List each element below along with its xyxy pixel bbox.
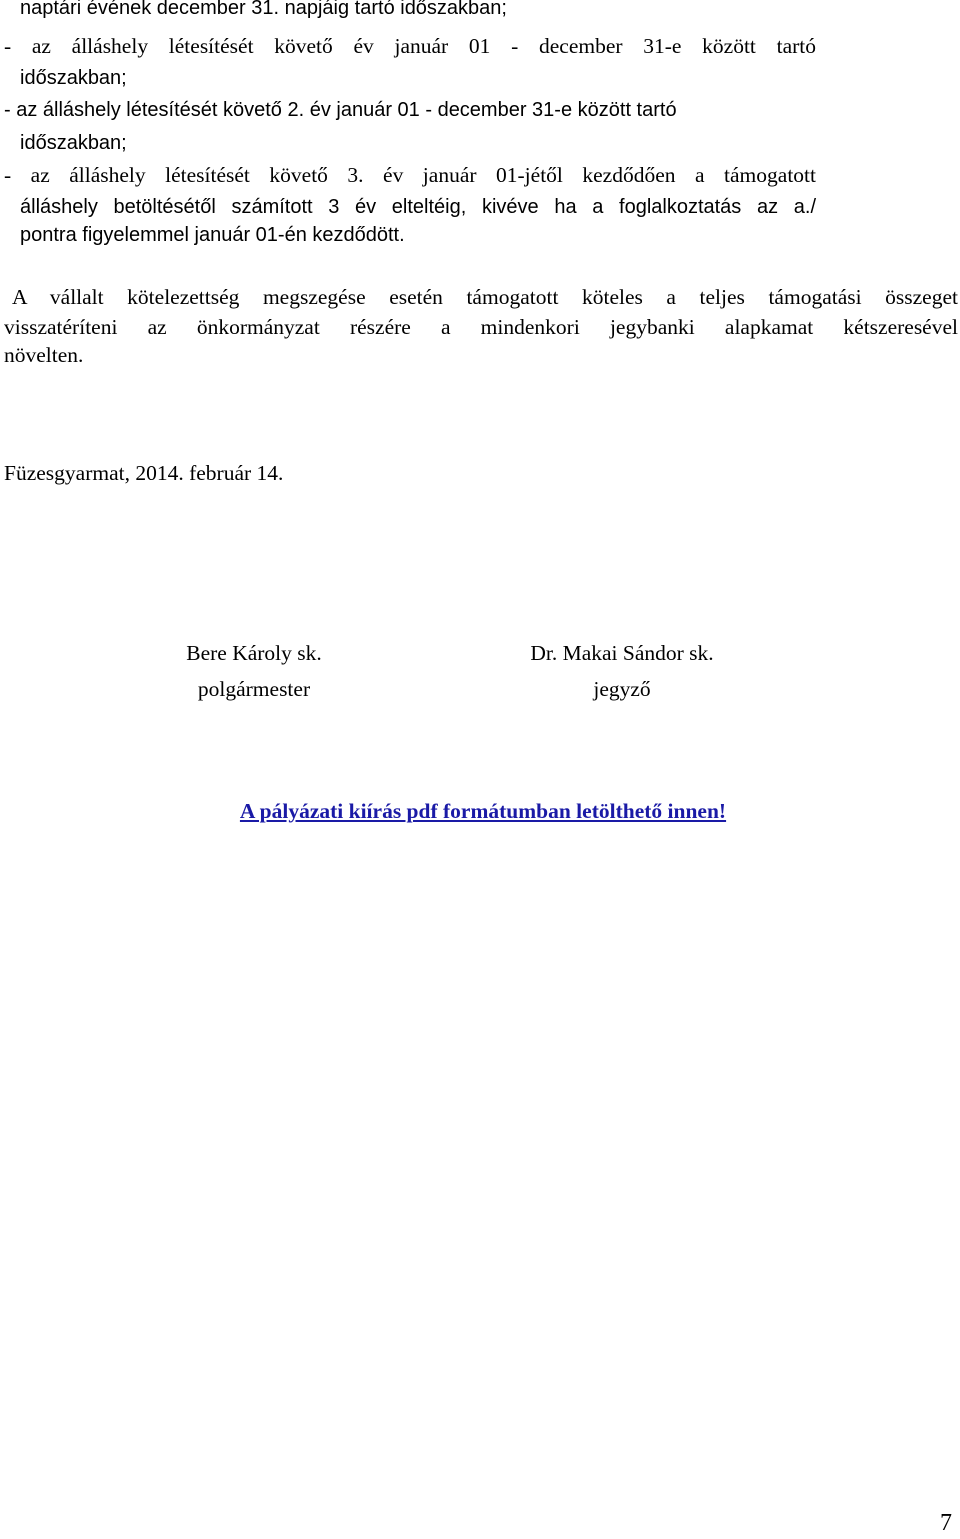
period-item-3-line-1: - az álláshely létesítését követő 3. év január 01-jétől kezdődően a támogatott [4, 163, 816, 187]
period-item-1-line-1: - az álláshely létesítését követő év január 01 - december 31-e között tartó [4, 34, 816, 58]
page-number: 7 [940, 1510, 952, 1536]
obligation-line-1: A vállalt kötelezettség megszegése esetén támogatott köteles a teljes támogatási összeget [12, 285, 958, 309]
place-date: Füzesgyarmat, 2014. február 14. [4, 461, 284, 485]
period-item-1-line-2: időszakban; [20, 67, 127, 89]
obligation-line-3: növelten. [4, 343, 84, 367]
signature-2-title: jegyző [593, 677, 651, 701]
period-item-2-line-1: - az álláshely létesítését követő 2. év január 01 - december 31-e között tartó [4, 99, 677, 121]
obligation-line-2: visszatéríteni az önkormányzat részére a mindenkori jegybanki alapkamat kétszeresével [4, 315, 958, 339]
signature-1-name: Bere Károly sk. [186, 641, 322, 665]
signature-1-title: polgármester [197, 677, 311, 701]
period-item-3-line-2: álláshely betöltésétől számított 3 év elteltéig, kivéve ha a foglalkoztatás az a./ [20, 196, 816, 218]
period-item-3-line-3: pontra figyelemmel január 01-én kezdődött. [20, 224, 405, 246]
signature-2-name: Dr. Makai Sándor sk. [530, 641, 714, 665]
period-intro-line: naptári évének december 31. napjáig tartó időszakban; [20, 0, 507, 19]
download-pdf-link[interactable]: A pályázati kiírás pdf formátumban letölthető innen! [239, 799, 727, 823]
period-item-2-line-2: időszakban; [20, 132, 127, 154]
period-item-2-line-1-part-a [4, 94, 677, 126]
